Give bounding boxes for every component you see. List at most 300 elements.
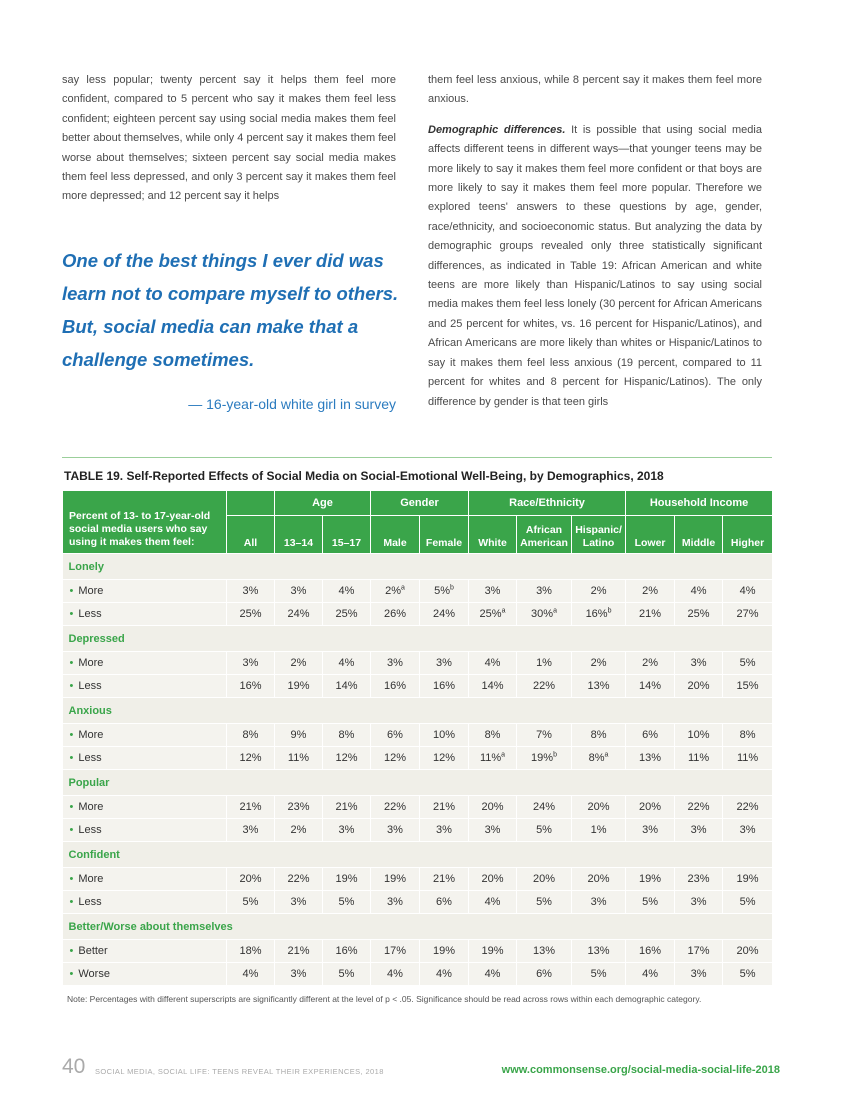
- column-header-13-14: 13–14: [275, 516, 323, 554]
- table-row: [63, 940, 773, 963]
- footer-url[interactable]: www.commonsense.org/social-media-social-life-2018: [501, 1064, 780, 1076]
- row-label-cell: [63, 747, 227, 770]
- table-cell: [275, 868, 323, 891]
- table-cell: [275, 819, 323, 842]
- group-header-gender: Gender: [371, 491, 469, 516]
- table-cell: [469, 963, 517, 986]
- row-label: More: [78, 585, 104, 597]
- cell-value: 25%: [687, 608, 710, 620]
- table-cell: [517, 580, 572, 603]
- significance-superscript: a: [604, 751, 609, 759]
- table-cell: [469, 603, 517, 626]
- cell-value: 5%: [739, 968, 756, 980]
- bullet-icon: •: [69, 801, 74, 813]
- cell-value: 16%: [335, 945, 358, 957]
- cell-value: 2%: [290, 657, 307, 669]
- cell-value: 10%: [432, 729, 456, 741]
- bullet-icon: •: [69, 680, 74, 692]
- table-cell: [420, 675, 469, 698]
- row-label-cell: [63, 940, 227, 963]
- table-cell: [275, 796, 323, 819]
- table-cell: [675, 963, 723, 986]
- cell-value: 20%: [587, 801, 610, 813]
- right-body-paragraph-2-text: It is possible that using social media affects different teens in different ways—that younger teens may be more likely to say it makes them feel more confident or that boys are more likely to say it makes them feel more popular. Therefore we explored teens' answers to these questions by age, gender, race/ethnicity, and socioeconomic status. But analyzing the data by demographic groups revealed only three statistically significant differences, as indicated in Table 19: African American and white teens are more likely than Hispanic/Latinos to say using social media makes them feel less lonely (30 percent for African Americans and 25 percent for whites, vs. 16 percent for Hispanic/Latinos), and African Americans are more likely than whites or Hispanic/Latinos to say it makes them feel less anxious (19 percent, compared to 11 percent for whites and 8 percent for Hispanic/Latinos). The only difference by gender is that teen girls: [428, 123, 762, 408]
- table-cell: [517, 603, 572, 626]
- cell-value: 21%: [432, 873, 456, 885]
- cell-value: 25%: [479, 608, 502, 620]
- table-cell: [626, 675, 675, 698]
- table-cell: [723, 868, 773, 891]
- cell-value: 3%: [242, 657, 259, 669]
- column-header-lower: Lower: [626, 516, 675, 554]
- table-cell: [572, 796, 626, 819]
- cell-value: 21%: [287, 945, 310, 957]
- row-label: Less: [78, 608, 102, 620]
- table-row: [63, 819, 773, 842]
- table-cell: [626, 963, 675, 986]
- table-cell: [323, 652, 371, 675]
- table-cell: [675, 747, 723, 770]
- category-label: Lonely: [63, 554, 773, 580]
- cell-value: 16%: [639, 945, 662, 957]
- cell-value: 26%: [383, 608, 407, 620]
- table-cell: [517, 963, 572, 986]
- table-cell: [371, 603, 420, 626]
- table-cell: [323, 747, 371, 770]
- row-label: Less: [78, 896, 102, 908]
- table-cell: [626, 747, 675, 770]
- cell-value: 12%: [239, 752, 262, 764]
- table-cell: [469, 747, 517, 770]
- cell-value: 16%: [432, 680, 456, 692]
- demographics-table: [62, 490, 773, 986]
- table-cell: [420, 724, 469, 747]
- table-cell: [572, 819, 626, 842]
- right-body-paragraph-2: [428, 121, 762, 412]
- table-cell: [723, 819, 773, 842]
- cell-value: 22%: [687, 801, 710, 813]
- cell-value: 22%: [533, 680, 556, 692]
- table-cell: [675, 868, 723, 891]
- table-cell: [323, 796, 371, 819]
- table-cell: [371, 963, 420, 986]
- bullet-icon: •: [69, 752, 74, 764]
- right-column: [428, 71, 762, 412]
- table-cell: [517, 724, 572, 747]
- cell-value: 14%: [639, 680, 662, 692]
- cell-value: 19%: [287, 680, 310, 692]
- table-cell: [275, 963, 323, 986]
- row-label-cell: [63, 603, 227, 626]
- table-cell: [572, 603, 626, 626]
- cell-value: 4%: [338, 657, 355, 669]
- table-cell: [517, 891, 572, 914]
- table-cell: [626, 603, 675, 626]
- table-cell: [626, 940, 675, 963]
- cell-value: 5%: [242, 896, 259, 908]
- cell-value: 4%: [484, 896, 501, 908]
- table-cell: [675, 675, 723, 698]
- bullet-icon: •: [69, 729, 74, 741]
- table-cell: [469, 652, 517, 675]
- table-cell: [323, 580, 371, 603]
- row-label-cell: [63, 796, 227, 819]
- table-cell: [371, 796, 420, 819]
- table-cell: [227, 675, 275, 698]
- cell-value: 12%: [383, 752, 407, 764]
- cell-value: 6%: [536, 968, 552, 980]
- table-cell: [572, 724, 626, 747]
- row-label-cell: [63, 963, 227, 986]
- category-row: [63, 914, 773, 940]
- cell-value: 20%: [639, 801, 662, 813]
- cell-value: 11%: [687, 752, 710, 764]
- cell-value: 4%: [690, 585, 707, 597]
- row-label: More: [78, 729, 104, 741]
- category-label: Depressed: [63, 626, 773, 652]
- cell-value: 30%: [531, 608, 554, 620]
- table-cell: [323, 963, 371, 986]
- cell-value: 3%: [590, 896, 607, 908]
- table-row: [63, 603, 773, 626]
- row-label-cell: [63, 724, 227, 747]
- row-label-cell: [63, 652, 227, 675]
- table-cell: [723, 891, 773, 914]
- table-row: [63, 675, 773, 698]
- column-header-male: Male: [371, 516, 420, 554]
- cell-value: 6%: [387, 729, 403, 741]
- table-cell: [420, 868, 469, 891]
- table-row: [63, 652, 773, 675]
- table-cell: [275, 580, 323, 603]
- table-cell: [626, 891, 675, 914]
- bullet-icon: •: [69, 824, 74, 836]
- cell-value: 16%: [585, 608, 608, 620]
- cell-value: 11%: [479, 752, 502, 764]
- cell-value: 7%: [536, 729, 552, 741]
- significance-superscript: b: [607, 607, 612, 615]
- table-cell: [420, 819, 469, 842]
- table-cell: [275, 724, 323, 747]
- category-label: Popular: [63, 770, 773, 796]
- cell-value: 19%: [736, 873, 759, 885]
- table-cell: [371, 675, 420, 698]
- cell-value: 2%: [385, 585, 401, 597]
- table-cell: [275, 652, 323, 675]
- column-header-higher: Higher: [723, 516, 773, 554]
- table-cell: [275, 940, 323, 963]
- bullet-icon: •: [69, 945, 74, 957]
- group-header-race: Race/Ethnicity: [469, 491, 626, 516]
- cell-value: 3%: [436, 657, 452, 669]
- cell-value: 5%: [536, 896, 552, 908]
- table-row: [63, 747, 773, 770]
- table-row: [63, 796, 773, 819]
- row-label: Less: [78, 824, 102, 836]
- table-cell: [371, 891, 420, 914]
- table-cell: [572, 747, 626, 770]
- bullet-icon: •: [69, 896, 74, 908]
- table-cell: [227, 724, 275, 747]
- table-cell: [626, 580, 675, 603]
- cell-value: 3%: [690, 968, 707, 980]
- cell-value: 20%: [239, 873, 262, 885]
- significance-superscript: a: [553, 607, 557, 615]
- table-cell: [675, 819, 723, 842]
- table-row: [63, 868, 773, 891]
- cell-value: 15%: [736, 680, 759, 692]
- bullet-icon: •: [69, 968, 74, 980]
- table-cell: [469, 724, 517, 747]
- table-cell: [371, 652, 420, 675]
- footer-title: SOCIAL MEDIA, SOCIAL LIFE: TEENS REVEAL THEIR EXPERIENCES, 2018: [95, 1067, 384, 1076]
- table-cell: [675, 580, 723, 603]
- cell-value: 2%: [642, 657, 658, 669]
- cell-value: 11%: [736, 752, 759, 764]
- cell-value: 8%: [739, 729, 756, 741]
- cell-value: 20%: [481, 873, 504, 885]
- cell-value: 9%: [290, 729, 307, 741]
- cell-value: 5%: [536, 824, 552, 836]
- cell-value: 4%: [484, 657, 501, 669]
- table-cell: [275, 675, 323, 698]
- significance-superscript: a: [501, 607, 506, 615]
- significance-superscript: a: [501, 751, 506, 759]
- table-cell: [227, 940, 275, 963]
- cell-value: 27%: [736, 608, 759, 620]
- cell-value: 3%: [387, 657, 403, 669]
- category-row: [63, 770, 773, 796]
- cell-value: 4%: [387, 968, 403, 980]
- table-cell: [626, 724, 675, 747]
- cell-value: 2%: [590, 585, 607, 597]
- cell-value: 14%: [335, 680, 358, 692]
- cell-value: 24%: [287, 608, 310, 620]
- cell-value: 1%: [536, 657, 552, 669]
- cell-value: 17%: [687, 945, 710, 957]
- table-cell: [723, 675, 773, 698]
- cell-value: 19%: [432, 945, 456, 957]
- cell-value: 20%: [587, 873, 610, 885]
- row-label-cell: [63, 891, 227, 914]
- category-row: [63, 698, 773, 724]
- cell-value: 21%: [432, 801, 456, 813]
- row-label-cell: [63, 819, 227, 842]
- table-cell: [517, 652, 572, 675]
- table-cell: [469, 580, 517, 603]
- cell-value: 2%: [642, 585, 658, 597]
- cell-value: 5%: [739, 657, 756, 669]
- cell-value: 5%: [338, 896, 355, 908]
- table-cell: [675, 724, 723, 747]
- table-cell: [371, 819, 420, 842]
- table-cell: [323, 724, 371, 747]
- section-divider: [62, 457, 772, 458]
- column-header-middle: Middle: [675, 516, 723, 554]
- table-cell: [723, 580, 773, 603]
- cell-value: 3%: [642, 824, 658, 836]
- cell-value: 13%: [639, 752, 662, 764]
- table-container: [62, 490, 772, 986]
- row-label-cell: [63, 868, 227, 891]
- table-cell: [675, 891, 723, 914]
- table-cell: [227, 963, 275, 986]
- table-cell: [469, 819, 517, 842]
- column-header-white: White: [469, 516, 517, 554]
- table-cell: [723, 796, 773, 819]
- cell-value: 4%: [739, 585, 756, 597]
- cell-value: 19%: [383, 873, 407, 885]
- cell-value: 6%: [436, 896, 452, 908]
- cell-value: 23%: [687, 873, 710, 885]
- table-cell: [469, 868, 517, 891]
- category-row: [63, 554, 773, 580]
- table-cell: [626, 819, 675, 842]
- table-cell: [420, 580, 469, 603]
- group-header-income: Household Income: [626, 491, 773, 516]
- cell-value: 23%: [287, 801, 310, 813]
- cell-value: 11%: [287, 752, 310, 764]
- cell-value: 21%: [639, 608, 662, 620]
- table-row: [63, 891, 773, 914]
- cell-value: 4%: [436, 968, 452, 980]
- cell-value: 5%: [590, 968, 607, 980]
- table-cell: [517, 868, 572, 891]
- cell-value: 19%: [335, 873, 358, 885]
- table-cell: [275, 891, 323, 914]
- table-cell: [420, 963, 469, 986]
- cell-value: 20%: [687, 680, 710, 692]
- page-number: 40: [62, 1055, 86, 1078]
- row-label: Better: [78, 945, 108, 957]
- table-cell: [275, 747, 323, 770]
- cell-value: 1%: [590, 824, 607, 836]
- cell-value: 3%: [690, 824, 707, 836]
- column-header-female: Female: [420, 516, 469, 554]
- cell-value: 12%: [432, 752, 456, 764]
- table-cell: [420, 747, 469, 770]
- row-label: More: [78, 801, 104, 813]
- cell-value: 14%: [481, 680, 504, 692]
- table-cell: [572, 868, 626, 891]
- table-body: [63, 554, 773, 986]
- table-cell: [371, 724, 420, 747]
- table-cell: [723, 724, 773, 747]
- cell-value: 5%: [434, 585, 450, 597]
- category-label: Anxious: [63, 698, 773, 724]
- row-label-cell: [63, 580, 227, 603]
- left-column: [62, 71, 396, 207]
- cell-value: 4%: [484, 968, 501, 980]
- group-header-age: Age: [275, 491, 371, 516]
- table-title: TABLE 19. Self-Reported Effects of Social Media on Social-Emotional Well-Being, by Demographics, 2018: [64, 469, 664, 483]
- cell-value: 2%: [290, 824, 307, 836]
- table-cell: [323, 940, 371, 963]
- bullet-icon: •: [69, 608, 74, 620]
- cell-value: 3%: [690, 896, 707, 908]
- table-cell: [323, 603, 371, 626]
- cell-value: 3%: [436, 824, 452, 836]
- cell-value: 3%: [387, 824, 403, 836]
- table-note: Note: Percentages with different superscripts are significantly different at the level of p < .05. Significance should be read across rows within each demographic category.: [67, 994, 702, 1004]
- quote-attribution: — 16-year-old white girl in survey: [188, 396, 396, 412]
- cell-value: 3%: [690, 657, 707, 669]
- cell-value: 25%: [335, 608, 358, 620]
- table-row: [63, 724, 773, 747]
- left-body-text: say less popular; twenty percent say it helps them feel more confident, compared to 5 percent who say it makes them feel less confident; eighteen percent say using social media makes them feel better about themselves, while only 4 percent say it makes them feel worse about themselves; sixteen percent say social media makes them feel less depressed, and only 3 percent say it makes them feel more depressed; and 12 percent say it helps: [62, 74, 396, 203]
- group-header-all-spacer: [227, 491, 275, 516]
- row-label: Less: [78, 752, 102, 764]
- bullet-icon: •: [69, 873, 74, 885]
- cell-value: 5%: [338, 968, 355, 980]
- cell-value: 2%: [590, 657, 607, 669]
- table-cell: [420, 652, 469, 675]
- table-cell: [323, 675, 371, 698]
- table-cell: [227, 747, 275, 770]
- row-label: More: [78, 873, 104, 885]
- column-header-african-american: African American: [517, 516, 572, 554]
- table-cell: [572, 580, 626, 603]
- bullet-icon: •: [69, 585, 74, 597]
- category-row: [63, 842, 773, 868]
- cell-value: 21%: [335, 801, 358, 813]
- table-cell: [723, 747, 773, 770]
- table-cell: [469, 940, 517, 963]
- cell-value: 8%: [590, 729, 607, 741]
- cell-value: 20%: [481, 801, 504, 813]
- table-cell: [572, 652, 626, 675]
- table-row: [63, 580, 773, 603]
- significance-superscript: b: [553, 751, 557, 759]
- row-label: Less: [78, 680, 102, 692]
- cell-value: 16%: [383, 680, 407, 692]
- cell-value: 4%: [242, 968, 259, 980]
- table-cell: [723, 652, 773, 675]
- cell-value: 13%: [533, 945, 556, 957]
- cell-value: 5%: [642, 896, 658, 908]
- cell-value: 3%: [290, 585, 307, 597]
- table-cell: [572, 675, 626, 698]
- cell-value: 19%: [639, 873, 662, 885]
- cell-value: 3%: [739, 824, 756, 836]
- table-cell: [675, 652, 723, 675]
- table-group-header-row: [63, 491, 773, 516]
- cell-value: 21%: [239, 801, 262, 813]
- table-row: [63, 963, 773, 986]
- table-cell: [371, 747, 420, 770]
- table-cell: [723, 963, 773, 986]
- table-cell: [572, 891, 626, 914]
- cell-value: 3%: [290, 896, 307, 908]
- table-cell: [420, 940, 469, 963]
- table-cell: [517, 675, 572, 698]
- table-cell: [517, 819, 572, 842]
- cell-value: 25%: [239, 608, 262, 620]
- table-cell: [723, 940, 773, 963]
- table-cell: [675, 940, 723, 963]
- run-in-heading: Demographic differences.: [428, 123, 566, 136]
- table-cell: [626, 796, 675, 819]
- table-cell: [517, 796, 572, 819]
- table-cell: [371, 580, 420, 603]
- table-cell: [469, 891, 517, 914]
- cell-value: 22%: [383, 801, 407, 813]
- table-cell: [371, 868, 420, 891]
- cell-value: 20%: [533, 873, 556, 885]
- table-cell: [469, 796, 517, 819]
- cell-value: 10%: [687, 729, 710, 741]
- cell-value: 4%: [642, 968, 658, 980]
